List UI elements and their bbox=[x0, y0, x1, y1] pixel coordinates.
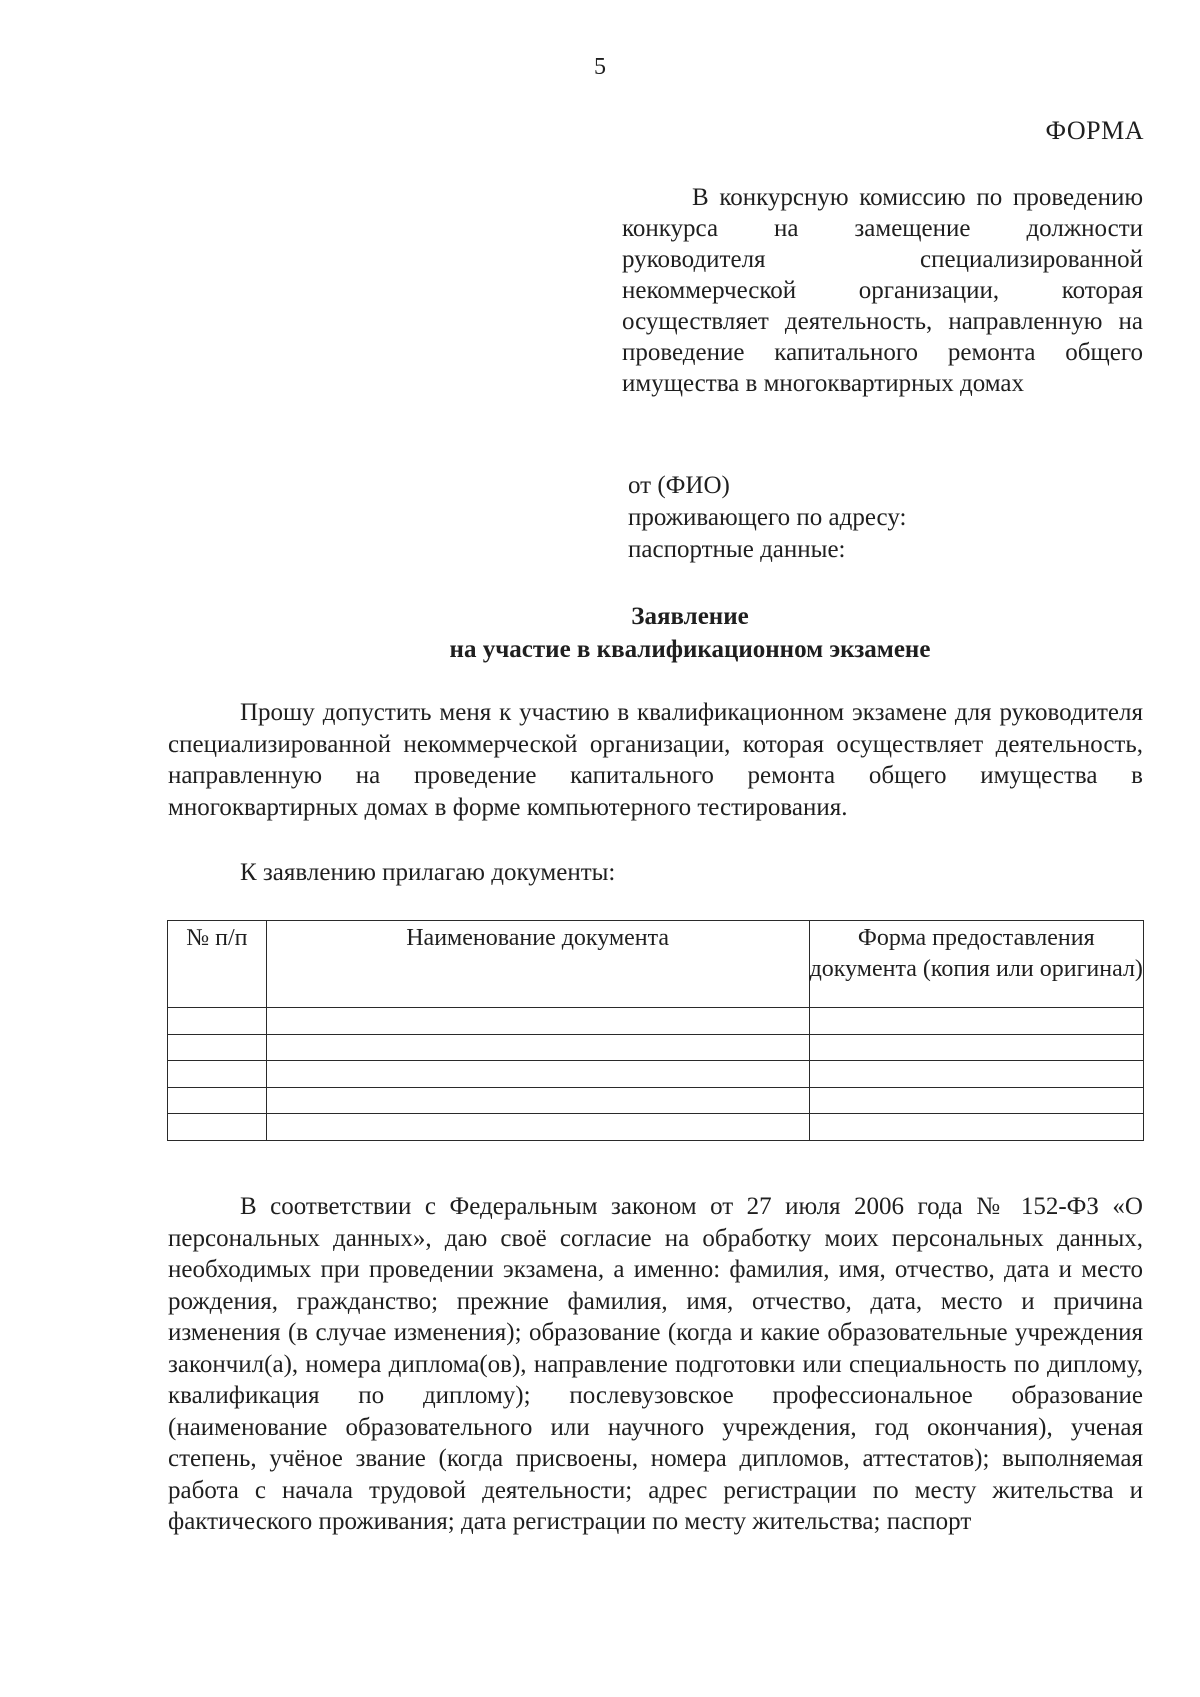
cell-name bbox=[266, 1034, 809, 1061]
request-paragraph bbox=[168, 697, 1143, 823]
cell-form bbox=[809, 1087, 1143, 1114]
cell-form bbox=[809, 1008, 1143, 1035]
applicant-address-label: проживающего по адресу: bbox=[628, 504, 907, 531]
consent-paragraph bbox=[168, 1191, 1143, 1538]
form-label: ФОРМА bbox=[1045, 116, 1144, 145]
table-row bbox=[168, 1061, 1144, 1088]
header-name: Наименование документа bbox=[266, 921, 809, 1008]
cell-num bbox=[168, 1114, 267, 1141]
attachments-intro: К заявлению прилагаю документы: bbox=[240, 859, 616, 886]
cell-name bbox=[266, 1008, 809, 1035]
cell-num bbox=[168, 1008, 267, 1035]
cell-form bbox=[809, 1034, 1143, 1061]
consent-text: В соответствии с Федеральным законом от 27 июля 2006 года № 152-ФЗ «О персональных данных», даю своё согласие на обработку моих персональных данных, необходимых при проведении экзамена, а именно: фамилия, имя, отчество, дата и место рождения, гражданство; прежние фамилия, имя, отчество, дата, место и причина изменения (в случае изменения); образование (когда и какие образовательные учреждения закончил(а), номера диплома(ов), направление подготовки или специальность по диплому, квалификация по диплому); послевузовское профессиональное образование (наименование образовательного или научного учреждения, год окончания), ученая степень, учёное звание (когда присвоены, номера дипломов, аттестатов); выполняемая работа с начала трудовой деятельности; адрес регистрации по месту жительства и фактического проживания; дата регистрации по месту жительства; паспорт bbox=[168, 1193, 1143, 1535]
cell-num bbox=[168, 1087, 267, 1114]
addressee-text: В конкурсную комиссию по проведению конкурса на замещение должности руководителя специализированной некоммерческой организации, которая осуществляет деятельность, направленную на проведение капитального ремонта общего имущества в многоквартирных домах bbox=[622, 184, 1143, 397]
page-number: 5 bbox=[594, 54, 606, 80]
table-row bbox=[168, 1087, 1144, 1114]
cell-num bbox=[168, 1034, 267, 1061]
applicant-passport-label: паспортные данные: bbox=[628, 536, 846, 563]
cell-form bbox=[809, 1061, 1143, 1088]
title-line-1: Заявление bbox=[631, 603, 749, 630]
documents-table bbox=[167, 920, 1144, 1141]
applicant-name-label: от (ФИО) bbox=[628, 472, 730, 499]
header-form: Форма предоставления документа (копия или оригинал) bbox=[809, 921, 1143, 1008]
table-row bbox=[168, 1034, 1144, 1061]
table-header-row bbox=[168, 921, 1144, 1008]
applicant-details bbox=[628, 470, 906, 566]
table-row bbox=[168, 1008, 1144, 1035]
table-row bbox=[168, 1114, 1144, 1141]
header-num: № п/п bbox=[168, 921, 267, 1008]
addressee-block bbox=[622, 182, 1143, 399]
cell-form bbox=[809, 1114, 1143, 1141]
cell-name bbox=[266, 1061, 809, 1088]
cell-name bbox=[266, 1087, 809, 1114]
document-title bbox=[0, 600, 1200, 666]
cell-name bbox=[266, 1114, 809, 1141]
request-text: Прошу допустить меня к участию в квалификационном экзамене для руководителя специализированной некоммерческой организации, которая осуществляет деятельность, направленную на проведение капитального ремонта общего имущества в многоквартирных домах в форме компьютерного тестирования. bbox=[168, 699, 1143, 821]
cell-num bbox=[168, 1061, 267, 1088]
title-line-2: на участие в квалификационном экзамене bbox=[449, 636, 931, 663]
